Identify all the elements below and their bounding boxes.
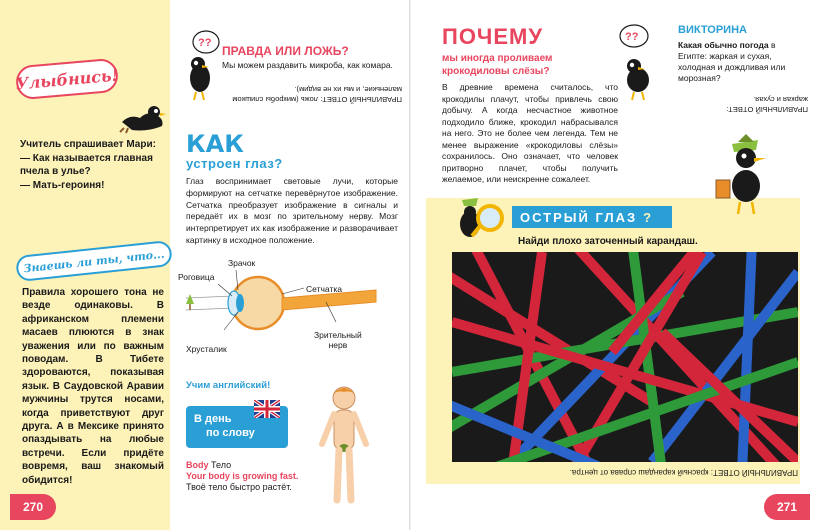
learn-english-heading: Учим английский! [186,380,271,391]
quiz-question-lead: Какая обычно погода [678,40,769,50]
quiz-title: ВИКТОРИНА [678,24,747,36]
label-retina: Сетчатка [306,284,342,294]
quiz-options: в Египте: жаркая и сухая, холодная и дождливая или морозная? [678,40,786,83]
russian-word: Тело [211,460,232,470]
sharp-eye-question-mark: ? [643,209,654,225]
sharp-eye-answer: ПРАВИЛЬНЫЙ ОТВЕТ: красный карандаш справа от центра. [569,468,798,477]
manners-text: Правила хорошего тона не везде одинаковы. В африканском племени масаев плюются в знак уважения или по важным поводам. В Тибете здороваются, показывая язык. В Саудовской Аравии мужчины трутся носами, когда приветствуют друг друга. А в Мексике принято опаздывать на любые встречи. Если придёте вовремя, ваш знакомый обидится! [22,287,164,486]
quiz-answer: ПРАВИЛЬНЫЙ ОТВЕТ: жаркая и сухая. [726,95,808,114]
quiz-question [678,40,798,84]
eye-section-text: Глаз воспринимает световые лучи, которые формируют на сетчатке перевёрнутое изображение. Сетчатка преобразует изображение в сигналы и передаёт их в мозг по зрительному нерву. Мозг интерпретирует их как изображение и разворачивает картинку в исходное положение. [186,176,398,245]
english-word: Body [186,460,209,470]
word-badge-line: В день [194,413,232,425]
russian-sentence: Твоё тело быстро растёт. [186,482,292,492]
why-section-title: ПОЧЕМУ [442,24,544,49]
label-lens: Хрусталик [186,344,227,354]
crow-mascot-icon [118,92,166,134]
pencils-photo [452,252,798,462]
english-sentence: Your body is growing fast. [186,471,299,481]
eye-section-subtitle: устроен глаз? [186,156,283,171]
why-section-text: В древние времена считалось, что крокодилы плачут, чтобы привлечь свою добычу. А когда несчастное животное подходило ближе, крокодил набрасывался на него. Это не более чем легенда. Тем не менее выражение «крокодиловы слёзы» сохранилось. Оно означает, что человек притворно плачет, чтобы получить желаемое, или неискренне сожалеет. [442,82,618,184]
label-pupil: Зрачок [228,258,256,268]
smile-badge: Улыбнись! [15,58,120,101]
true-false-statement: Мы можем раздавить микроба, как комара. [222,60,393,70]
joke-line: — Как называется главная пчела в улье? [20,152,153,177]
svg-text:??: ?? [198,37,212,49]
svg-text:??: ?? [625,31,639,43]
crow-mascot-icon [612,22,658,102]
sharp-eye-title: ОСТРЫЙ ГЛАЗ [520,209,638,225]
joke-text [20,138,166,192]
label-optic-nerve [314,330,362,350]
label-cornea: Роговица [178,272,215,282]
true-false-title: ПРАВДА ИЛИ ЛОЖЬ? [222,44,349,58]
joke-line: Учитель спрашивает Мари: [20,139,156,150]
boy-illustration [314,382,374,512]
page-number-right: 271 [764,494,810,520]
word-badge-line: по слову [206,427,255,439]
uk-flag-icon [254,400,280,418]
crow-mascot-icon [710,124,780,216]
sharp-eye-task: Найди плохо заточенный карандаш. [518,236,698,247]
true-false-answer: ПРАВИЛЬНЫЙ ОТВЕТ: ложь (микробы слишком маленькие, и мы их не видим). [232,85,402,104]
eye-section-title: КАК [186,130,244,158]
label-optic-nerve-line: нерв [328,340,348,350]
joke-line: — Мать-героиня! [20,179,105,191]
page-number-left: 270 [10,494,56,520]
book-spine [409,0,411,530]
english-lesson [186,460,298,493]
magnifier-icon [452,194,512,244]
sharp-eye-banner [512,206,672,228]
label-optic-nerve-line: Зрительный [314,330,362,340]
did-you-know-badge: Знаешь ли ты, что... [15,240,173,282]
why-section-subtitle: мы иногда проливаем крокодиловы слёзы? [442,53,553,77]
crow-mascot-icon [184,28,220,104]
